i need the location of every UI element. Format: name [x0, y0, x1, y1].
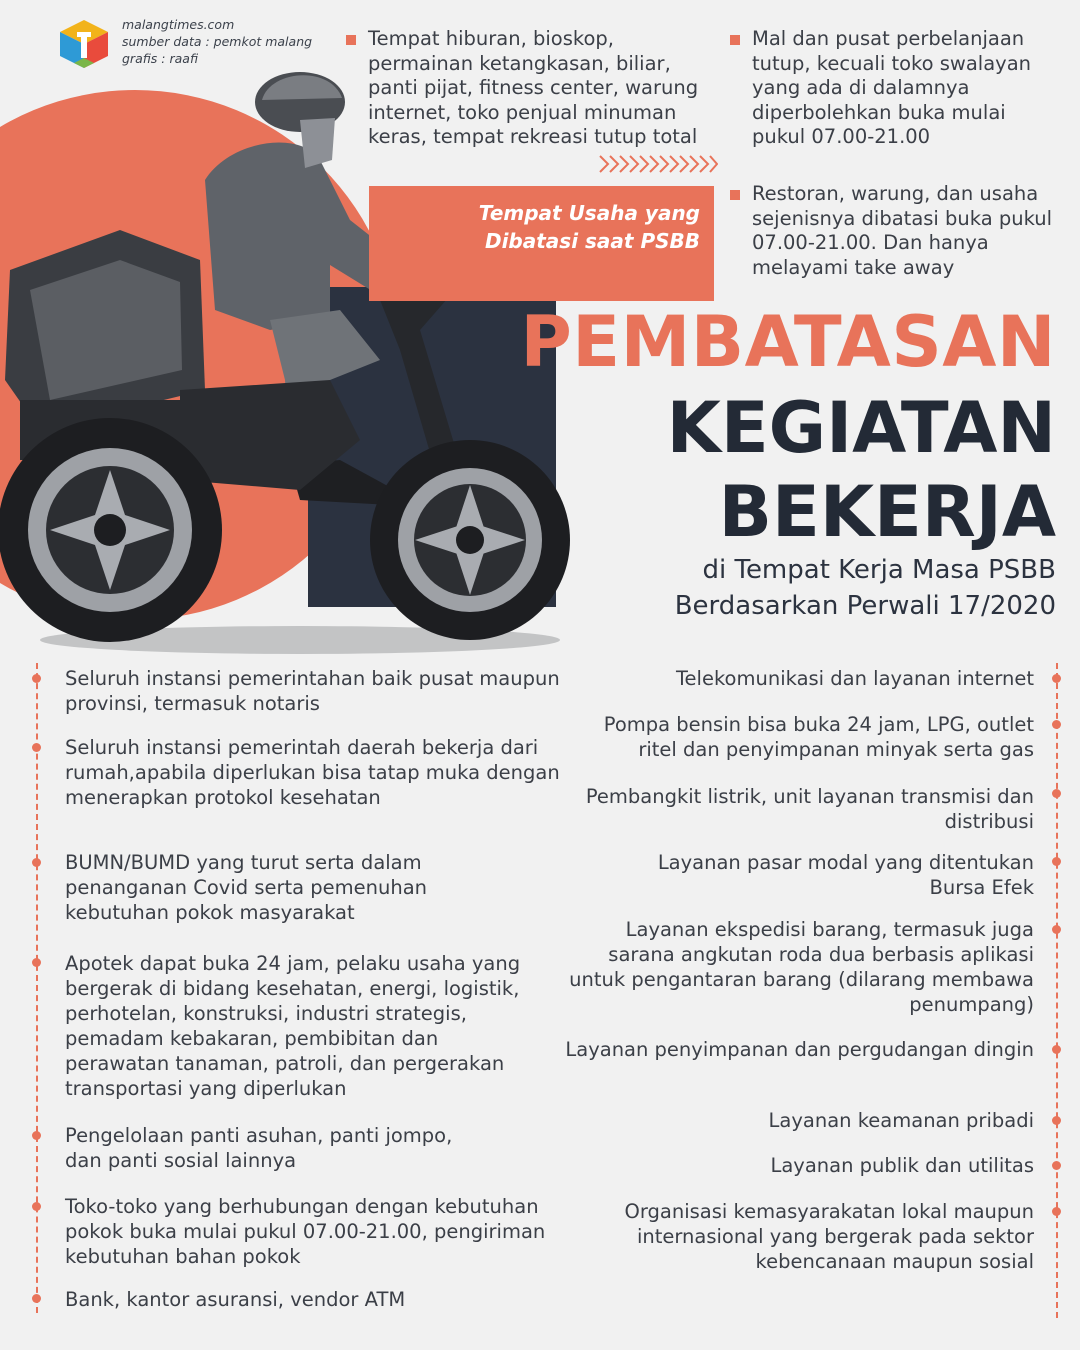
chevron-arrows-icon — [598, 154, 718, 174]
list-item: Organisasi kemasyarakatan lokal maupun internasional yang bergerak pada sektor kebencanaan maupun sosial — [624, 1200, 1034, 1273]
timeline-dot-icon — [1052, 789, 1061, 798]
timeline-dot-icon — [1052, 925, 1061, 934]
list-item: Layanan penyimpanan dan pergudangan dingin — [565, 1038, 1034, 1061]
square-bullet-icon — [730, 190, 740, 200]
headline-line-1 — [520, 300, 1056, 384]
timeline-dot-icon — [1052, 1207, 1061, 1216]
timeline-dot-icon — [32, 1131, 41, 1140]
headline-line-3: BEKERJA — [718, 471, 1056, 553]
list-item: Pengelolaan panti asuhan, panti jompo, dan panti sosial lainnya — [65, 1124, 453, 1172]
subtitle-line-1: di Tempat Kerja Masa PSBB — [702, 555, 1056, 585]
headline-line-2: KEGIATAN — [666, 387, 1056, 469]
credits — [122, 16, 312, 67]
headline-subtitle — [675, 552, 1056, 624]
tag-text — [479, 199, 700, 255]
timeline-dot-icon — [1052, 1045, 1061, 1054]
list-item: BUMN/BUMD yang turut serta dalam penanganan Covid serta pemenuhan kebutuhan pokok masyarakat — [65, 851, 428, 924]
list-item: Layanan publik dan utilitas — [770, 1154, 1034, 1177]
list-item: Layanan ekspedisi barang, termasuk juga sarana angkutan roda dua berbasis aplikasi untuk pengantaran barang (dilarang membawa penumpang) — [569, 918, 1034, 1016]
timeline-dot-icon — [32, 1202, 41, 1211]
timeline-dot-icon — [32, 674, 41, 683]
timeline-dot-icon — [1052, 1116, 1061, 1125]
site-name: malangtimes.com — [122, 17, 235, 32]
timeline-dot-icon — [32, 858, 41, 867]
right-timeline-line — [1056, 663, 1058, 1318]
tag-line-2: Dibatasi saat PSBB — [484, 229, 700, 253]
timeline-dot-icon — [1052, 720, 1061, 729]
list-item: Layanan pasar modal yang ditentukan Bursa Efek — [657, 851, 1034, 899]
data-source: sumber data : pemkot malang — [122, 34, 313, 49]
list-item: Telekomunikasi dan layanan internet — [675, 667, 1034, 690]
square-bullet-icon — [730, 35, 740, 45]
graphic-credit: grafis : raafi — [122, 51, 199, 66]
square-bullet-icon — [346, 35, 356, 45]
restricted-businesses-tag — [369, 186, 714, 301]
timeline-dot-icon — [32, 958, 41, 967]
list-item: Seluruh instansi pemerintahan baik pusat maupun provinsi, termasuk notaris — [65, 667, 560, 715]
tag-line-1: Tempat Usaha yang — [478, 201, 700, 225]
list-item: Apotek dapat buka 24 jam, pelaku usaha yang bergerak di bidang kesehatan, energi, logistik, perhotelan, konstruksi, industri strategis, pemadam kebakaran, pembibitan dan perawatan tanaman, patroli, dan pergerakan transportasi yang diperlukan — [65, 952, 521, 1100]
list-item: Seluruh instansi pemerintah daerah bekerja dari rumah,apabila diperlukan bisa tatap muka dengan menerapkan protokol kesehatan — [65, 736, 560, 809]
closed-businesses-text: Tempat hiburan, bioskop, permainan ketangkasan, biliar, panti pijat, fitness center, warung internet, toko penjual minuman keras, tempat rekreasi tutup total — [368, 27, 699, 148]
mall-text: Mal dan pusat perbelanjaan tutup, kecuali toko swalayan yang ada di dalamnya diperbolehkan buka mulai pukul 07.00-21.00 — [752, 27, 1032, 148]
timeline-dot-icon — [32, 743, 41, 752]
restaurant-item — [752, 182, 1062, 280]
timeline-dot-icon — [32, 1294, 41, 1303]
list-item: Bank, kantor asuransi, vendor ATM — [65, 1288, 406, 1311]
headline-pembatasan: PEMBATASAN — [520, 301, 1056, 383]
subtitle-line-2: Berdasarkan Perwali 17/2020 — [674, 591, 1056, 621]
mall-item — [752, 27, 1062, 150]
list-item: Pembangkit listrik, unit layanan transmisi dan distribusi — [585, 785, 1034, 833]
left-timeline-line — [36, 663, 38, 1313]
closed-businesses-item — [368, 27, 718, 150]
timeline-dot-icon — [1052, 674, 1061, 683]
malangtimes-logo-icon — [58, 18, 110, 70]
courier-scooter-photo — [0, 60, 580, 660]
list-item: Layanan keamanan pribadi — [768, 1109, 1034, 1132]
timeline-dot-icon — [1052, 1161, 1061, 1170]
list-item: Toko-toko yang berhubungan dengan kebutuhan pokok buka mulai pukul 07.00-21.00, pengiriman kebutuhan bahan pokok — [65, 1195, 546, 1268]
restaurant-text: Restoran, warung, dan usaha sejenisnya dibatasi buka pukul 07.00-21.00. Dan hanya melayami take away — [752, 182, 1053, 279]
list-item: Pompa bensin bisa buka 24 jam, LPG, outlet ritel dan penyimpanan minyak serta gas — [603, 713, 1034, 761]
timeline-dot-icon — [1052, 857, 1061, 866]
